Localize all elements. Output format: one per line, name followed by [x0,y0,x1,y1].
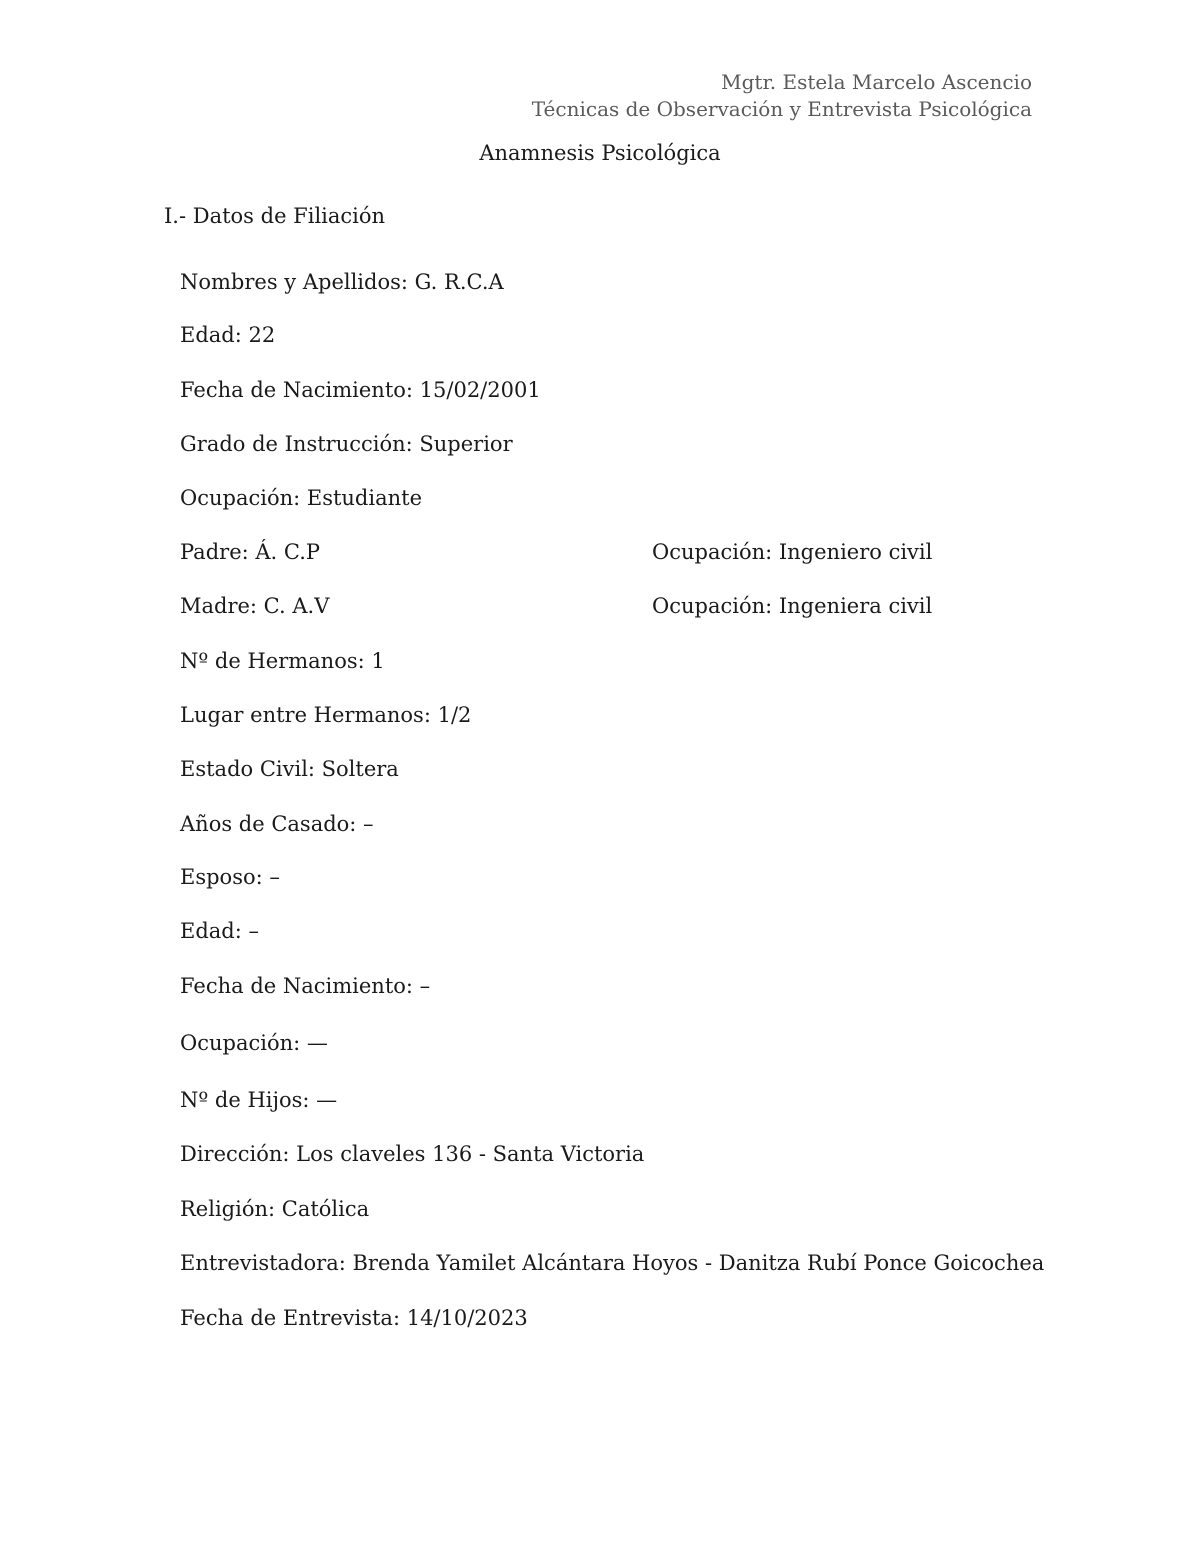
field-esposo-fecha-nacimiento: Fecha de Nacimiento: – [180,974,431,998]
document-title: Anamnesis Psicológica [479,141,721,165]
field-madre-ocupacion: Ocupación: Ingeniera civil [652,594,933,618]
field-ocupacion: Ocupación: Estudiante [180,486,423,510]
field-estado-civil: Estado Civil: Soltera [180,757,399,781]
field-num-hermanos: Nº de Hermanos: 1 [180,649,385,673]
field-esposo: Esposo: – [180,865,280,889]
field-fecha-nacimiento: Fecha de Nacimiento: 15/02/2001 [180,378,541,402]
field-esposo-edad: Edad: – [180,919,259,943]
field-religion: Religión: Católica [180,1197,370,1221]
header-course: Técnicas de Observación y Entrevista Psicológica [531,97,1032,121]
field-lugar-hermanos: Lugar entre Hermanos: 1/2 [180,703,472,727]
field-edad: Edad: 22 [180,323,276,347]
field-grado-instruccion: Grado de Instrucción: Superior [180,432,513,456]
field-padre: Padre: Á. C.P [180,540,321,564]
section-heading: I.- Datos de Filiación [164,204,386,228]
field-num-hijos: Nº de Hijos: — [180,1088,338,1112]
field-nombres: Nombres y Apellidos: G. R.C.A [180,270,504,294]
field-madre: Madre: C. A.V [180,594,330,618]
field-esposo-ocupacion: Ocupación: — [180,1031,328,1055]
field-fecha-entrevista: Fecha de Entrevista: 14/10/2023 [180,1306,528,1330]
field-padre-ocupacion: Ocupación: Ingeniero civil [652,540,933,564]
field-direccion: Dirección: Los claveles 136 - Santa Victoria [180,1142,645,1166]
header-author: Mgtr. Estela Marcelo Ascencio [721,70,1032,94]
field-anos-casado: Años de Casado: – [180,812,374,836]
field-entrevistadora: Entrevistadora: Brenda Yamilet Alcántara Hoyos - Danitza Rubí Ponce Goicochea [180,1251,1045,1275]
